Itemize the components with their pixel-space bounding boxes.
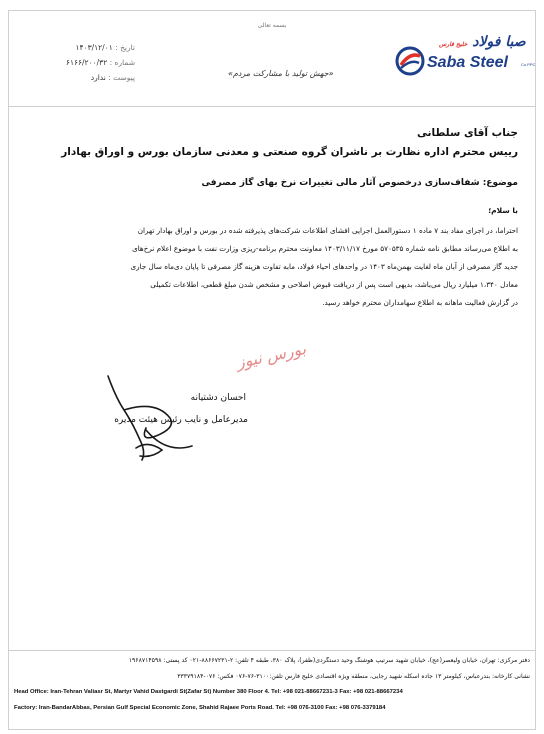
slogan: «جهش تولید با مشارکت مردم» <box>228 69 334 78</box>
company-logo <box>395 32 535 84</box>
page-frame <box>8 10 536 730</box>
body-line: جدید گاز مصرفی از آبان ماه لغایت بهمن‌ماه ۱۴۰۳ در واحدهای احیاء فولاد، مابه تفاوت هزینه گاز مصرفی تا پایان دی‌ماه سال جاری <box>130 262 518 271</box>
letter-meta <box>20 40 135 85</box>
footer-head-office-en: Head Office: Iran-Tehran Valiasr St, Martyr Vahid Dastgardi St(Zafar St) Number 380 Floor 4. Tel: +98 021-88667231-3 Fax: +98 021-88667234 <box>14 689 403 695</box>
footer-head-office-fa: دفتر مرکزی: تهران، خیابان ولیعصر(عج)، خیابان شهید سرتیپ هوشنگ وحید دستگردی(ظفر)، پلاک ۳۸۰، طبقه ۴ تلفن: ۲-۸۸۶۶۷۲۳۱-۰۲۱ کد پستی: ۱۹۶۸۷۱۴۵۹۸ <box>128 657 530 664</box>
addressee <box>18 124 518 162</box>
signer-title: مدیرعامل و نایب رئیس هیئت مدیره <box>114 415 248 425</box>
addressee-title: رییس محترم اداره نظارت بر ناشران گروه صنعتی و معدنی سازمان بورس و اوراق بهادار <box>61 146 518 158</box>
greeting: با سلام؛ <box>488 206 518 215</box>
letter-body <box>22 222 518 312</box>
logo-persian-small: خلیج فارس <box>439 41 468 48</box>
meta-number-value: ۶۱۶۶/۲۰۰/۳۲ <box>65 58 108 67</box>
meta-date <box>20 40 135 55</box>
header-divider <box>9 106 535 107</box>
meta-attachment <box>20 70 135 85</box>
logo-persian-text: صبا فولاد <box>472 34 526 50</box>
meta-number <box>20 55 135 70</box>
body-line: در گزارش فعالیت ماهانه به اطلاع سهامداران محترم خواهد رسید. <box>322 298 518 307</box>
meta-attachment-label: پیوست : <box>108 73 135 82</box>
logo-english-name: Saba Steel <box>427 54 508 71</box>
logo-english-small: Co.PPC <box>521 62 536 67</box>
addressee-name: جناب آقای سلطانی <box>416 127 518 139</box>
meta-attachment-value: ندارد <box>90 73 106 82</box>
footer-divider <box>9 650 535 651</box>
logo-swirl-icon <box>395 46 425 76</box>
signer-name: احسان دشتیانه <box>190 393 246 403</box>
watermark-stamp: بورس نیوز <box>234 338 308 373</box>
footer-factory-fa: نشانی کارخانه: بندرعباس، کیلومتر ۱۳ جاده اسکله شهید رجایی، منطقه ویژه اقتصادی خلیج فارس تلفن:۳۱۰۰-۷۶-۰۷۶ فکس: ۰۷۶-۳۳۳۷۹۱۸۴ <box>177 673 530 680</box>
basmala: بسمه تعالی <box>257 22 287 29</box>
meta-date-value: ۱۴۰۳/۱۲/۰۱ <box>75 43 113 52</box>
meta-date-label: تاریخ : <box>115 43 135 52</box>
logo-persian-name <box>439 34 526 50</box>
footer-factory-en: Factory: Iran-BandarAbbas, Persian Gulf Special Economic Zone, Shahid Rajaee Ports Road. Tel: +98 076-3100 Fax: +98 076-3379184 <box>14 705 386 711</box>
meta-number-label: شماره : <box>109 58 135 67</box>
body-line: معادل ۱،۳۴۰ میلیارد ریال می‌باشد، بدیهی است پس از دریافت قبوض اصلاحی و مشخص شدن مبلغ قطعی، اطلاعات تکمیلی <box>150 280 518 289</box>
letter-subject: موضوع: شفاف‌سازی درخصوص آثار مالی تغییرات نرخ بهای گاز مصرفی <box>201 178 518 188</box>
body-line: به اطلاع می‌رساند مطابق نامه شماره ۵۷۰۵۳۵ مورخ ۱۴۰۳/۱۱/۱۷ معاونت محترم برنامه-ریزی وزارت نفت با موضوع اعلام نرخ‌های <box>132 244 518 253</box>
body-line: احتراما، در اجرای مفاد بند ۷ ماده ۱ دستورالعمل اجرایی افشای اطلاعات شرکت‌های پذیرفته شده در بورس و اوراق بهادار تهران <box>137 226 518 235</box>
